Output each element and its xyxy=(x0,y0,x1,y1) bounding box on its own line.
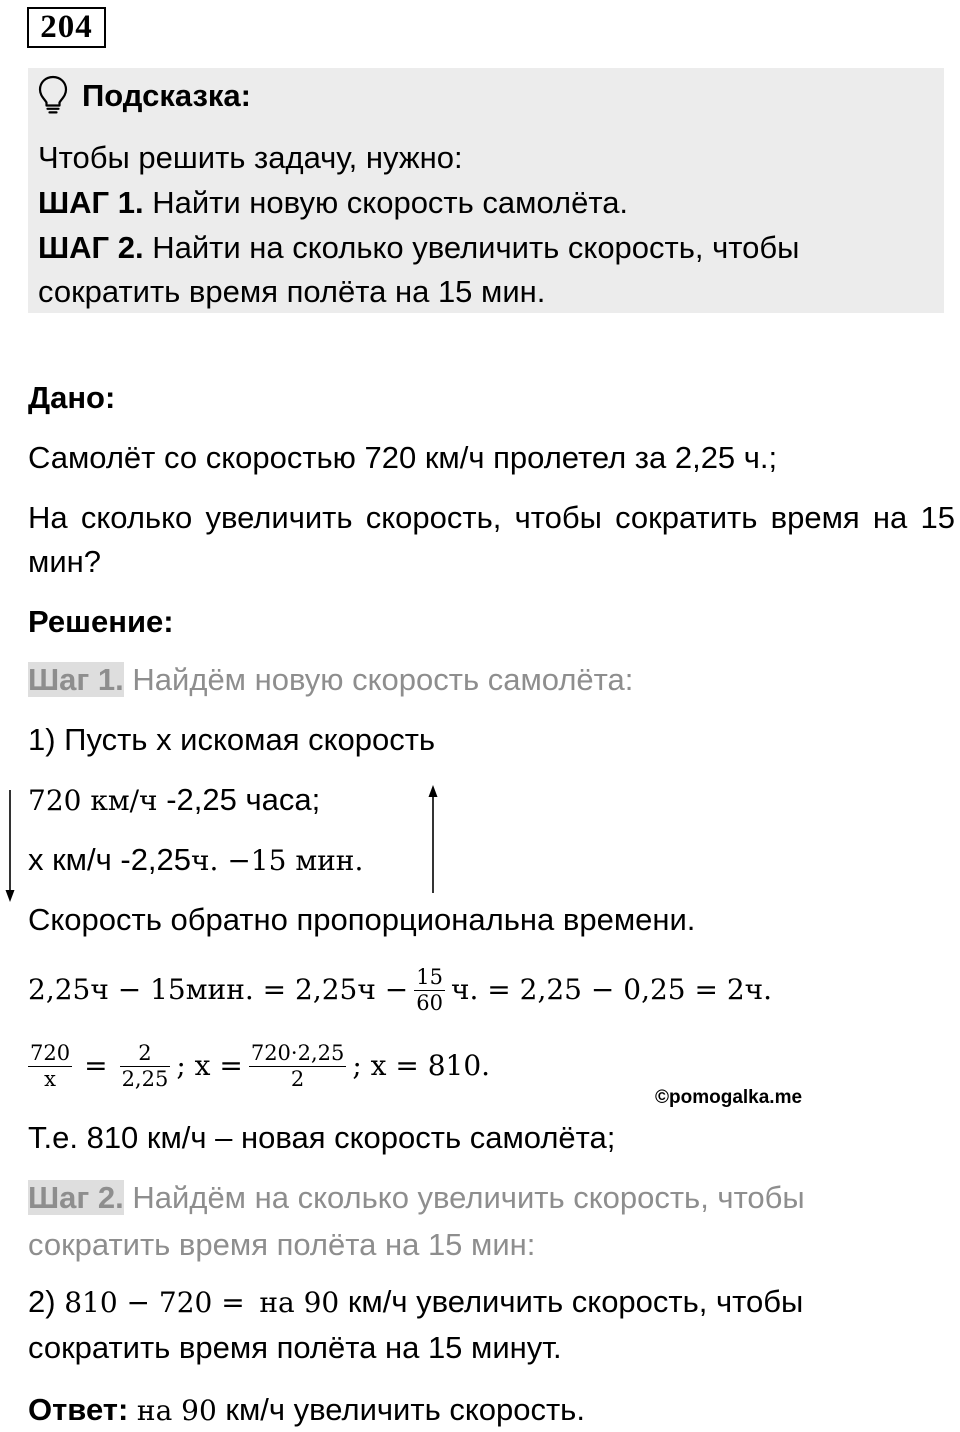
given-line-2: На сколько увеличить скорость, чтобы сократить время на 15 xyxy=(28,500,955,535)
equals-sign: = xyxy=(84,1049,108,1082)
solution-line-2 xyxy=(28,782,320,818)
solution-step-1-header xyxy=(28,662,633,698)
formula-1 xyxy=(28,960,772,1020)
formula-text: 2,25ч − 15мин. = 2,25ч − xyxy=(28,973,409,1006)
formula-2 xyxy=(28,1035,490,1097)
fraction-denominator: 2,25 xyxy=(121,1066,169,1091)
solution-line-3 xyxy=(28,842,363,878)
step-label: Шаг 1. xyxy=(28,662,124,697)
given-line-1: Самолёт со скоростью 720 км/ч пролетел за 2,25 ч.; xyxy=(28,440,778,475)
hint-step-text: Найти новую скорость самолёта. xyxy=(152,185,629,220)
hint-step-label: ШАГ 1. xyxy=(38,185,144,220)
hint-step-1 xyxy=(38,185,628,221)
formula-text: ; х = 810. xyxy=(352,1049,491,1082)
watermark: ©pomogalka.me xyxy=(655,1087,803,1108)
solution-line-4: Скорость обратно пропорциональна времени. xyxy=(28,902,696,937)
plain-text: км/ч увеличить скорость. xyxy=(225,1392,585,1427)
plain-text: км/ч увеличить скорость, чтобы xyxy=(347,1284,804,1319)
hint-step-2 xyxy=(38,230,799,266)
fraction-numerator: 720 xyxy=(30,1040,71,1065)
plain-text: -2,25 часа; xyxy=(166,782,321,817)
down-arrow-icon xyxy=(6,790,15,902)
plain-text: 2) xyxy=(28,1284,56,1319)
hint-step-label: ШАГ 2. xyxy=(38,230,144,265)
given-line-2-cont: мин? xyxy=(28,544,101,579)
solution-line-1: 1) Пусть х искомая скорость xyxy=(28,722,436,757)
fraction-denominator: 2 xyxy=(249,1066,347,1092)
formula-text: ; х = xyxy=(176,1049,243,1082)
lightbulb-icon xyxy=(37,75,69,115)
plain-text: х км/ч -2,25 xyxy=(28,842,192,877)
fraction xyxy=(120,1041,171,1092)
solution-line-5 xyxy=(28,1284,803,1320)
formula-text: ч. = 2,25 − 0,25 = 2ч. xyxy=(450,973,773,1006)
math-text: 720 км/ч xyxy=(28,784,158,817)
math-text: ч. −15 мин. xyxy=(191,844,364,877)
problem-number: 204 xyxy=(27,7,106,48)
hint-title: Подсказка: xyxy=(82,78,251,113)
answer-label: Ответ: xyxy=(28,1392,129,1427)
fraction xyxy=(28,1041,72,1092)
fraction xyxy=(414,965,445,1016)
fraction-denominator: 60 xyxy=(416,990,443,1015)
solution-title: Решение: xyxy=(28,604,174,639)
fraction xyxy=(249,1041,347,1092)
hint-box xyxy=(28,68,944,313)
step-text: Найдём новую скорость самолёта: xyxy=(132,662,634,697)
hint-step-2-cont: сократить время полёта на 15 мин. xyxy=(38,274,546,309)
given-title: Дано: xyxy=(28,380,116,415)
step-text: Найдём на сколько увеличить скорость, чтобы xyxy=(132,1180,805,1215)
solution-step-2-header-cont: сократить время полёта на 15 мин: xyxy=(28,1227,536,1262)
fraction-numerator: 2 xyxy=(138,1040,152,1065)
math-text: на 90 xyxy=(136,1394,217,1427)
up-arrow-icon xyxy=(429,785,438,893)
solution-step-2-header xyxy=(28,1180,805,1216)
math-text: на 90 xyxy=(259,1286,340,1319)
math-text: 810 − 720 = xyxy=(64,1286,245,1319)
fraction-numerator: 720·2,25 xyxy=(250,1040,345,1065)
hint-step-text: Найти на сколько увеличить скорость, чтобы xyxy=(152,230,800,265)
answer xyxy=(28,1392,585,1428)
solution-conclusion: Т.е. 810 км/ч – новая скорость самолёта; xyxy=(28,1120,616,1155)
hint-intro: Чтобы решить задачу, нужно: xyxy=(38,140,463,175)
fraction-numerator: 15 xyxy=(416,964,443,989)
fraction-denominator: х xyxy=(28,1066,72,1092)
solution-line-5-cont: сократить время полёта на 15 минут. xyxy=(28,1330,562,1365)
step-label: Шаг 2. xyxy=(28,1180,124,1215)
